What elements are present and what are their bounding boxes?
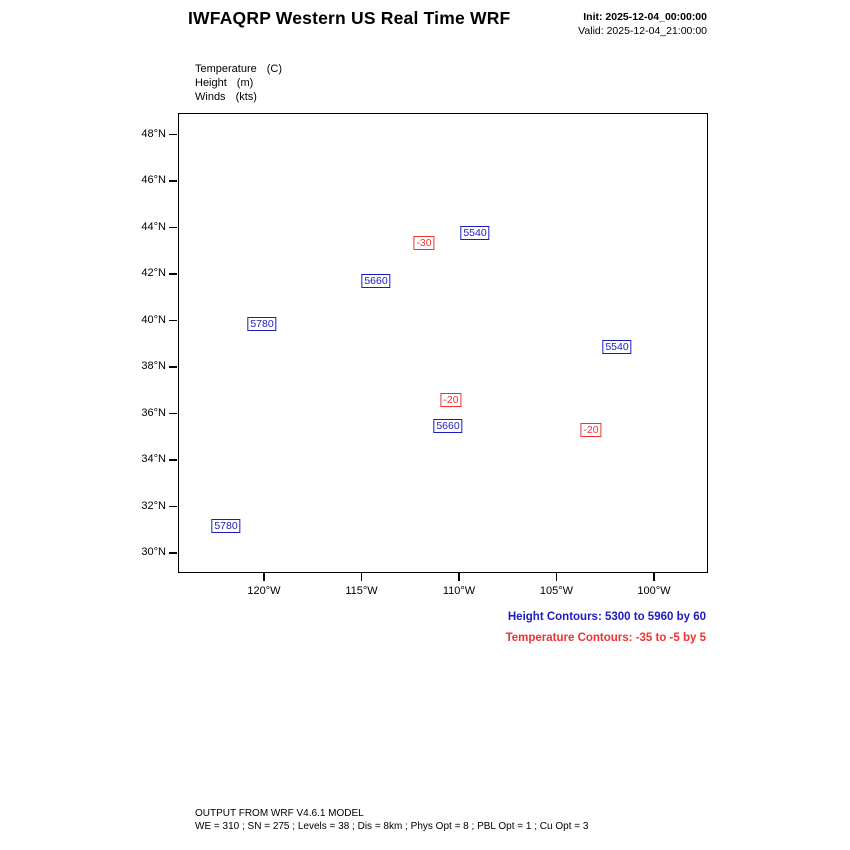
- lat-tick-mark: [169, 227, 177, 229]
- lon-tick-mark: [361, 573, 363, 581]
- lat-tick-mark: [169, 366, 177, 368]
- temp-contour-label: -20: [440, 393, 461, 407]
- lat-tick-label: 46°N: [141, 174, 166, 186]
- lon-tick-label: 105°W: [539, 585, 574, 597]
- lat-tick-label: 48°N: [141, 127, 166, 140]
- temp-contour-label: -30: [413, 236, 434, 250]
- lat-tick-mark: [169, 273, 177, 275]
- height-contour-label: 5540: [460, 226, 489, 240]
- lat-tick-label: 36°N: [141, 406, 166, 419]
- field-temperature: [195, 63, 282, 75]
- field-unit: (kts): [235, 91, 257, 103]
- lon-tick-label: 115°W: [345, 585, 378, 597]
- field-label: Winds: [195, 91, 226, 103]
- height-contour-label: 5540: [602, 340, 631, 354]
- lat-tick-mark: [169, 134, 177, 136]
- legend-temperature-contours: Temperature Contours: -35 to -5 by 5: [505, 632, 706, 644]
- lat-tick-mark: [169, 320, 177, 322]
- lat-tick-label: 32°N: [141, 499, 166, 512]
- field-height: [195, 77, 253, 89]
- height-contour-label: 5660: [433, 419, 462, 433]
- lon-tick-mark: [653, 573, 655, 581]
- height-contour-label: 5780: [247, 317, 276, 331]
- lat-tick-label: 30°N: [141, 546, 166, 558]
- lat-tick-mark: [169, 180, 177, 182]
- field-unit: (m): [236, 77, 254, 89]
- lat-tick-mark: [169, 459, 177, 461]
- lat-tick-mark: [169, 506, 177, 508]
- plot-title: IWFAQRP Western US Real Time WRF: [188, 8, 511, 28]
- footer-model-config: WE = 310 ; SN = 275 ; Levels = 38 ; Dis = 8km ; Phys Opt = 8 ; PBL Opt = 1 ; Cu Opt = 3: [195, 821, 589, 832]
- height-contour-label: 5660: [361, 274, 390, 288]
- height-contour-label: 5780: [211, 519, 240, 533]
- field-winds: [195, 91, 257, 103]
- field-unit: (C): [266, 63, 283, 75]
- lat-tick-label: 44°N: [141, 220, 166, 233]
- legend-height-contours: Height Contours: 5300 to 5960 by 60: [507, 611, 706, 623]
- lat-tick-mark: [169, 552, 177, 554]
- lat-tick-label: 40°N: [141, 313, 166, 326]
- lat-tick-label: 38°N: [141, 360, 166, 372]
- init-time: Init: 2025-12-04_00:00:00: [583, 11, 707, 23]
- temp-contour-label: -20: [580, 423, 601, 437]
- lon-tick-label: 110°W: [442, 585, 476, 597]
- lat-tick-label: 42°N: [141, 267, 166, 279]
- lon-tick-mark: [556, 573, 558, 581]
- lat-tick-label: 34°N: [141, 453, 166, 465]
- lat-tick-mark: [169, 413, 177, 415]
- lon-tick-mark: [458, 573, 460, 581]
- lon-tick-label: 100°W: [637, 585, 671, 597]
- lon-tick-label: 120°W: [247, 585, 281, 597]
- field-label: Height: [195, 77, 227, 89]
- lon-tick-mark: [263, 573, 265, 581]
- field-label: Temperature: [195, 63, 257, 75]
- footer-model-version: OUTPUT FROM WRF V4.6.1 MODEL: [195, 808, 364, 819]
- valid-time: Valid: 2025-12-04_21:00:00: [578, 25, 707, 37]
